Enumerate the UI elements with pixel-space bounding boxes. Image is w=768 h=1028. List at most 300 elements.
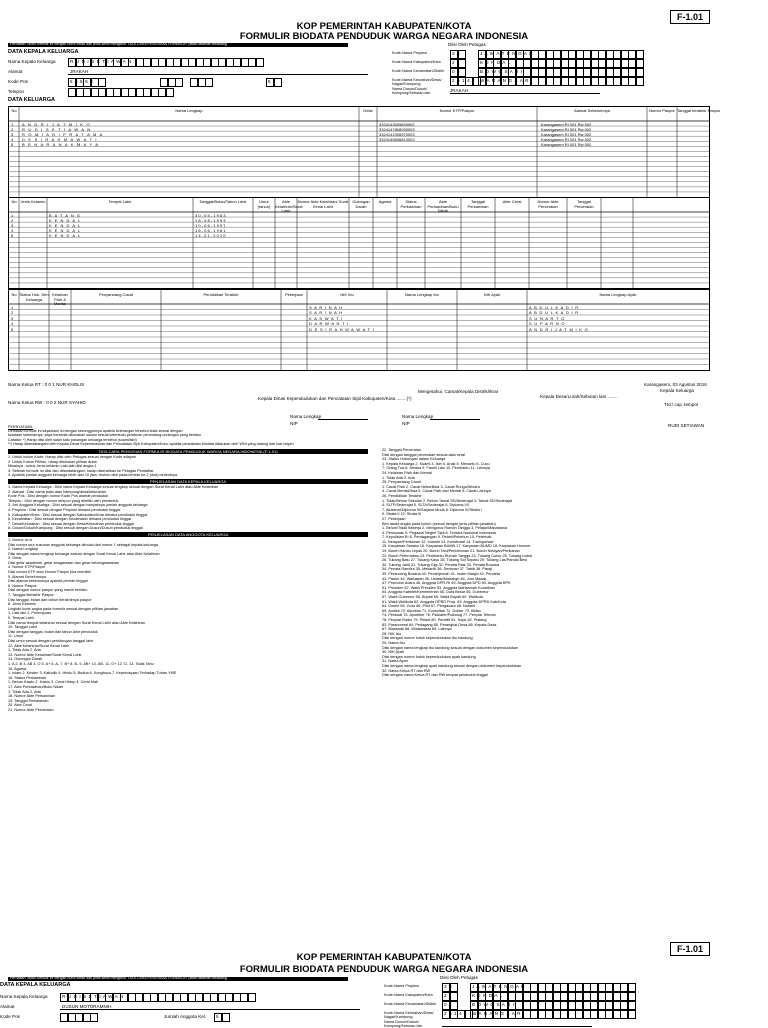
form-sheet-copy: [0, 940, 768, 1028]
region-code-boxes: [442, 1001, 457, 1010]
instr-line: 1. Untuk kolom Kode: Harap diisi oleh Petugas sesuai dengan Kode wilayah: [8, 455, 136, 459]
head-field-line: [68, 74, 368, 75]
t2-place: K E N D A L: [49, 227, 82, 233]
region-label: Kode-Nama Kabupaten/Kota: [392, 60, 441, 64]
region-label: Kode-Nama Kecamatan/Distrik: [384, 1002, 437, 1006]
jml-boxes: [266, 78, 281, 87]
instr-line: 30. Tukang Jahit 31. Tukang Gigi 32. Penata Rias 33. Penata Busana: [382, 562, 499, 567]
region-code-boxes: [442, 992, 457, 1001]
region-code-boxes: [450, 77, 480, 86]
instr-kk-header: PENJELASAN DATA KEPALA KELUARGA: [8, 479, 368, 484]
nama-lengkap-line-2: [430, 419, 480, 420]
instr-line: 19. Buruh Harian Lepas 20. Buruh Tani/Perkebunan 21. Buruh Nelayan/Perikanan: [382, 549, 520, 554]
copy-head-label: Kode Pos: [0, 1014, 20, 1019]
instr-line: 20. Akte Cerai: [8, 703, 32, 708]
t1-alamat: Karangasem RI 001 Rw 002: [541, 141, 592, 147]
instructions-left: [8, 448, 368, 712]
instr-line: 7. Orang Tua 8. Mertua 9. Famili Lain 10. Pembantu 11. Lainnya: [382, 466, 490, 471]
instr-line: 21. Nomor Akte Perceraian: [8, 707, 54, 712]
instr-line: 9. Tempat Lahir: [8, 616, 35, 620]
t2-header: Nomor Akte Kelahiran/ Surat Kenal Lahir: [297, 199, 349, 209]
place-date: Karangasem, 03 Agustus 2016: [644, 382, 707, 387]
section-head-copy: DATA KEPALA KELUARGA: [0, 982, 71, 988]
copy-head-label: Alamat: [0, 1004, 15, 1009]
region-label: Kode-Nama Kelurahan/Desa/ Nagari/Kampung: [384, 1011, 434, 1019]
t1-name: D E S I R A H M A W A T I: [22, 136, 98, 142]
head-field-label: Alamat: [8, 69, 23, 74]
form-sheet: [0, 0, 768, 446]
family-table-3: [8, 289, 710, 371]
t2-header: Tempat Lahir: [108, 199, 132, 204]
instr-line: 15. Agama: [8, 666, 27, 671]
instr-line: 11. Nelayan/Perikanan 12. Industri 13. Konstruksi 14. Transportasi: [382, 539, 494, 544]
table-grid: [9, 198, 709, 288]
nip-2: NIP: [402, 421, 410, 426]
t2-header: Akte Cerai: [502, 199, 522, 204]
copy-head-value: DUSUN MOTORAMNIH: [62, 1004, 112, 1009]
t1-ktp: 3324143005830002: [379, 121, 415, 127]
instr-line: 8. Jenis Kelamin: [8, 602, 36, 607]
instr-line: 3. Setelah formulir ini diisi dan ditandatangani, harap diserahkan ke Petugas Pendaftar: [8, 468, 154, 473]
instr-line: 1. Tidak Ada 2. Ada: [8, 648, 41, 653]
instr-line: 69. Arsitek 70. Akuntan 71. Konsultan 72. Dokter 73. Bidan: [382, 608, 481, 613]
t1-no: 3: [11, 131, 14, 137]
t2-header: Status Perkawinan: [400, 199, 422, 209]
instr-line: 1. Belum Kawin 2. Kawin 3. Cerai Hidup 4. Cerai Mati: [8, 680, 98, 685]
head-field-label: Kode Pos: [8, 79, 28, 84]
t1-name: R U D I S E T I A W A N: [22, 126, 92, 132]
statement-line: PERNYATAAN:: [8, 425, 34, 429]
t2-dob: 1 0 - 0 6 - 1 9 9 7: [195, 222, 226, 228]
region-code-boxes-value: 2 0 1 4: [444, 1011, 463, 1016]
region-name-boxes-value: J A W A T E N G A H: [472, 984, 526, 989]
copy-jml-label: Jumlah Anggota Kel.: [164, 1014, 207, 1019]
instr-line: Beri tanda angka pada kolom (sesuai dengan jenis pilihan jawaban): [382, 521, 496, 526]
char-box: [628, 983, 636, 992]
form-code: F-1.01: [670, 10, 710, 24]
region-name-boxes: [478, 50, 643, 59]
head-field-label: Nama Kepala Keluarga: [8, 59, 56, 64]
instr-line: 4. Apabila jumlah anggota keluarga lebih dari 10 jiwa, mohon diisi pada lembar ke-2 (dua) berikutnya: [8, 473, 178, 478]
instr-line: Diisi nomor urut susunan anggota keluarga dimulai dari nomor 1 sebagai kepala keluarga: [8, 542, 159, 547]
instr-line: 16. Status Perkawinan: [8, 675, 46, 680]
char-box: [628, 992, 636, 1001]
t3-header: Kelainan Fisik & Mental: [52, 292, 68, 306]
instr-line: 31. Nama Ayah: [382, 659, 408, 664]
region-name-boxes-value: B O W O S A R I: [472, 1002, 515, 1007]
region-name-boxes-value: W A R A N G S A R I: [472, 1011, 525, 1016]
instr-line: 29. Nama Ibu: [382, 640, 405, 645]
region-name-boxes-value: K E N D A L: [472, 993, 503, 998]
t2-place: K E N D A L: [49, 217, 82, 223]
instr-line: 2. Alamat : Diisi nama jalan atau kampung/desa/kelurahan: [8, 489, 106, 494]
instr-line: 1. Nama Kepala Keluarga : Diisi nama Kepala Keluarga sesuai lengkap sesuai dengan Surat Kenal Lahir atau Akte Kelahiran: [8, 484, 219, 489]
char-box: [98, 78, 106, 87]
region-name-boxes-value: K E N D A L: [480, 60, 511, 65]
section-head-kk: DATA KEPALA KELUARGA: [8, 49, 79, 55]
instr-line: 17. Akte Perkawinan/Buku Nikah: [8, 684, 64, 689]
instr-line: 87. Biarawati 88. Wiraswasta 89. Lainnya: [382, 627, 452, 632]
char-box: [636, 68, 644, 77]
instr-line: 22. Tanggal Perceraian: [382, 448, 421, 452]
instr-line: 12. Akte Kelahiran/Surat Kenal Lahir: [8, 643, 70, 648]
region-code-boxes: [450, 59, 465, 68]
t3-ayah: A B D U L K A D I R: [529, 310, 579, 315]
t1-name: R O M I A D I P R A T A M A: [22, 131, 104, 137]
head-field-boxes-value: 5 0 5 6 9: [70, 79, 94, 84]
instr-line: 1. A 2. B 3. AB 4. O 5. A+ 6. A- 7. B+ 8. B- 9. AB+ 10. AB- 11. O+ 12. O- 13. Tidak Tahu: [8, 661, 154, 666]
t2-header: Tanggal Perceraian: [574, 199, 594, 209]
instr-line: 4. SLTP/Sederajat 5. SLTA/Sederajat 6. Diploma I/II: [382, 503, 469, 508]
t1-header: Tanggal berakhir Paspor: [677, 108, 721, 113]
lurah-text: Kepala Desa/Lurah/Sebutan lain ........: [540, 394, 618, 399]
instr-line: 3. Jml Anggota Keluarga : Diisi sesuai dengan banyaknya jumlah anggota keluarga: [8, 503, 148, 508]
form-title-copy-2: FORMULIR BIODATA PENDUDUK WARGA NEGARA INDONESIA: [239, 964, 529, 975]
instr-line: 32. Nama Ketua RT dan RW: [382, 668, 431, 673]
t1-header: No: [11, 108, 17, 113]
t2-header: Agama: [378, 199, 392, 204]
notice-text: Perhatian: Isilah formulir ini dengan huruf cetak dan jelas serta mengikuti 'TATA CARA PENGISIAN FORMULIR' pada halaman belakang: [10, 42, 227, 46]
instr-line: 7. Tanggal Berakhir Paspor: [8, 593, 54, 598]
instr-line: 2. Nama Lengkap: [8, 547, 38, 552]
char-box: [274, 78, 282, 87]
nama-lengkap-1: Nama Lengkap: [290, 414, 322, 419]
copy-head-boxes: [60, 1013, 98, 1022]
instr-line: 19. Tanggal Perkawinan: [8, 698, 49, 703]
region-code-boxes-value: 2 0 1 4: [452, 78, 471, 83]
instr-line: 4. Propinsi : Diisi sesuai dengan Propinsi dimana penduduk tinggal: [8, 507, 121, 512]
t3-no: 5: [11, 326, 14, 332]
t2-dob: 1 4 - 0 1 - 2 0 1 0: [195, 232, 226, 238]
t2-header: Umur (tahun): [257, 199, 271, 209]
t1-header: Gelar: [363, 108, 373, 113]
instr-line: Diisi nomor KTP atau Nomor Paspor jika memiliki: [8, 570, 91, 575]
instr-line: 83. Paranormal 84. Pedagang 85. Perangkat Desa 86. Kepala Desa: [382, 622, 497, 627]
t1-alamat: Karangasem RI 001 Rw 002: [541, 136, 592, 142]
t2-header: Jenis Kelamin: [20, 199, 46, 204]
family-table-1: [8, 106, 721, 198]
instr-line: 14. Golongan Darah: [8, 657, 43, 662]
t1-ktp: 3324147808930003: [379, 126, 415, 132]
head-field-label: Telepon: [8, 89, 25, 94]
t3-ayah: A B D U L K A D I R: [529, 304, 579, 310]
region-name-boxes: [470, 1010, 635, 1019]
officer-label: Diisi Oleh Petugas: [448, 42, 486, 47]
t2-header: Akte Kelahiran/Surat Lahir: [275, 199, 303, 213]
region-code-boxes: [442, 1010, 472, 1019]
instr-line: 13. Nomor Akte Kelahiran/Surat Kenal Lahir: [8, 652, 82, 657]
statement-line: keadaan sebenarnya, saya bersedia dikenakan sanksi sesuai ketentuan peraturan perundang-undangan yang berlaku: [8, 433, 201, 438]
instr-line: Misalnya : untuk Jenis kelamin Laki-laki diisi angka 1: [8, 464, 97, 469]
head-field-boxes-value: R U D I S E T I A W A N: [70, 59, 132, 64]
t3-no: 3: [11, 315, 14, 321]
instr-line: 18. Nomor Akte Perkawinan: [8, 694, 56, 699]
instr-line: 15. Karyawan Swasta 16. Karyawan BUMN 17. Karyawan BUMD 18. Karyawan Honorer: [382, 544, 531, 549]
t1-ktp: 3324141006970003: [379, 131, 415, 137]
instr-line: 4. Nomor KTP/Paspor: [8, 565, 46, 570]
section-head-family: DATA KELUARGA: [8, 97, 55, 103]
t2-header: Tanggal/Bulan/Tahun Lahir: [199, 199, 247, 204]
char-box: [166, 88, 174, 97]
instr-line: Lingkari kode angka pada formulir sesuai dengan pilihan jawaban: [8, 606, 119, 611]
t1-no: 4: [11, 136, 14, 142]
form-title-copy-1: KOP PEMERINTAH KABUPATEN/KOTA: [296, 952, 472, 963]
instr-line: 8. Dusun/Dukuh/Kampung : Diisi sesuai dengan Dusun/Dukuh penduduk tinggal: [8, 526, 143, 531]
t3-ibu: D E S I R A H M A W A T I: [309, 326, 375, 332]
instr-line: 1. Tidak Ada 2. Ada: [382, 475, 415, 480]
instr-line: 7. Desa/Kelurahan : Diisi sesuai dengan Desa/Kelurahan penduduk tinggal: [8, 521, 134, 526]
region-name-boxes: [470, 1001, 635, 1010]
instr-line: Diisi umur sesuai dengan perhitungan tanggal lahir: [8, 638, 94, 643]
t3-no: 4: [11, 321, 14, 326]
instr-line: 23. Status Hubungan dalam Keluarga: [382, 457, 446, 462]
instr-line: 1. Islam 2. Kristen 3. Katholik 4. Hindu 5. Budha 6. Konghucu 7. Kepercayaan Terhadap Tuhan YME: [8, 671, 177, 676]
statement-line: **) Harap ditandatangani oleh Kepala Dinas Kependudukan dan Pencatatan Sipil Kabupaten/Kota, apabila pencatatan biodata dilakukan oleh WNI yang datang dari luar negeri: [8, 441, 294, 446]
t3-header: Penyandang Cacat: [98, 292, 134, 297]
instr-line: 3. Gelar: [8, 556, 22, 561]
instr-line: Diisi dengan nomor paspor yang masih berlaku: [8, 588, 88, 593]
region-name-boxes-value: J A W A T E N G A H: [480, 51, 534, 56]
ttd-label: Ttd / cap Jempol: [664, 402, 698, 407]
instr-line: Kode Pos : Diisi dengan nomor Kode Pos alamat penduduk: [8, 494, 109, 499]
region-code-boxes: [450, 68, 465, 77]
instr-line: Diisi dengan nama lengkap keluarga sesuai dengan Surat Kenal Lahir atau Akte Kelahiran: [8, 551, 160, 556]
jml-boxes-value: 5: [268, 79, 272, 84]
kk-label: Kepala Keluarga: [660, 388, 694, 393]
region-label: Kode-Nama Kabupaten/Kota: [384, 993, 433, 997]
instr-line: Telepon : Diisi dengan nomor telepon yang dimiliki oleh penduduk: [8, 498, 119, 503]
t1-alamat: Karangasem RI 001 Rw 002: [541, 131, 592, 137]
t3-header: NIK Ayah: [483, 292, 501, 297]
instr-line: 6. Nomor Paspor: [8, 583, 37, 588]
instr-line: Diisi alamat sebelumnya apabila pernah tinggal: [8, 579, 88, 584]
copy-head-boxes: [60, 993, 255, 1002]
copy-jml-boxes: [214, 1013, 229, 1022]
instr-line: 28. NIK Ibu: [382, 631, 401, 636]
region-label: Kode-Nama Kelurahan/Desa/ Nagari/Kampung: [392, 78, 442, 86]
t3-no: 1: [11, 304, 14, 310]
t2-dob: 1 6 - 0 6 - 1 9 8 1: [195, 227, 226, 233]
t3-ayah: S U N A R T O: [529, 315, 566, 321]
t1-ktp: 3324145606810003: [379, 136, 415, 142]
rt-line: Nama Ketua RT : 0 0 1 NUR KHOLIS: [8, 382, 85, 387]
t1-header: Nomor Paspor: [649, 108, 675, 113]
t2-header: Golongan Darah: [352, 199, 370, 209]
t2-header: Nomor Akte Perceraian: [537, 199, 559, 209]
region-code-boxes-value: 2 4: [452, 60, 461, 65]
instructions-right: [382, 448, 712, 678]
family-table-2: [8, 197, 710, 289]
char-box: [175, 78, 183, 87]
t2-header: Tanggal Perkawinan: [467, 199, 489, 209]
instr-header: TATA CARA PENGISIAN FORMULIR BIODATA PENDUDUK WARGA NEGARA INDONESIA (F-1.01): [8, 449, 368, 454]
instr-line: 1. Belum/Tidak Bekerja 2. Mengurus Rumah Tangga 3. Pelajar/Mahasiswa: [382, 526, 508, 531]
t3-header: Pekerjaan: [284, 292, 303, 297]
instr-line: 1. Cacat Fisik 2. Cacat Netra/Buta 3. Cacat Rungu/Wicara: [382, 484, 480, 489]
instr-line: 1. Tidak Ada 2. Ada: [8, 689, 41, 694]
rw-line: Nama Ketua RW : 0 0 2 NUR SYAHID: [8, 400, 86, 405]
form-title-1: KOP PEMERINTAH KABUPATEN/KOTA: [296, 21, 472, 32]
t1-header: Alamat Sebelumnya: [574, 108, 610, 113]
instr-line: 10. Tanggal Lahir: [8, 625, 38, 630]
region-code-boxes-value: 0 8: [444, 1002, 453, 1007]
notice-text-copy: Perhatian: Isilah formulir ini dengan huruf cetak dan jelas serta mengikuti 'TATA CARA PENGISIAN FORMULIR' pada halaman belakang: [10, 976, 227, 980]
instr-line: 78. Penyiar Radio 79. Pelaut 80. Peneliti 81. Sopir 82. Pialang: [382, 617, 487, 622]
instr-line: 11. Umur: [8, 634, 24, 639]
t2-no: 2: [11, 217, 14, 223]
region-label: Nama Dusun/Dukuh/ Kampung/Sebutan lain: [384, 1020, 423, 1028]
t2-dob: 1 8 - 0 8 - 1 9 9 3: [195, 217, 226, 223]
instr-line: 1. Laki-laki 2. Perempuan: [8, 611, 52, 616]
copy-head-boxes-value: R U D I S E T I A W A N: [62, 994, 124, 999]
instr-line: 4. Pensiunan 5. Pegawai Negeri Sipil 6. Tentara Nasional Indonesia: [382, 530, 496, 535]
region-name-boxes: [478, 68, 643, 77]
t1-no: 2: [11, 126, 14, 132]
instr-ak-header: PENJELASAN DATA ANGGOTA KELUARGA: [8, 532, 368, 537]
t3-ayah: A N D R I J A T M I K O: [529, 326, 589, 332]
officer-label-copy: Diisi Oleh Petugas: [440, 975, 478, 980]
char-box: [636, 77, 644, 86]
instr-line: 4. Cacat Mental/Jiwa 5. Cacat Fisik dan Mental 6. Cacat Lainnya: [382, 489, 491, 494]
instr-line: Diisi dengan nomor induk kependudukan ibu kandung: [382, 636, 473, 641]
t1-alamat: Karangasem RI 001 Rw 002: [541, 121, 592, 127]
head-field-value: JRAKAH: [70, 69, 89, 74]
instr-line: 51. Presiden 52. Wakil Presiden 53. Anggota Mahkamah Konstitusi: [382, 585, 495, 590]
t1-no: 1: [11, 121, 14, 127]
region-name-boxes-value: W A R A N G S A R I: [480, 78, 533, 83]
instr-line: 25. Penyandang Cacat: [382, 480, 421, 485]
instr-line: 74. Perawat 75. Apoteker 76. Psikiater/Psikolog 77. Penyiar Televisi: [382, 613, 496, 618]
region-name-boxes: [478, 77, 643, 86]
char-box: [636, 59, 644, 68]
instr-line: 1. Tidak/Belum Sekolah 2. Belum Tamat SD/Sederajat 3. Tamat SD/Sederajat: [382, 498, 513, 503]
nama-lengkap-2: Nama Lengkap: [402, 414, 434, 419]
t1-name: A N D R I J A T M I K O: [22, 121, 91, 127]
statement: [8, 425, 294, 446]
region-name-boxes: [470, 983, 635, 992]
instr-line: Diisi tanggal, bulan dan tahun berakhirnya paspor: [8, 597, 92, 602]
t3-no: 2: [11, 310, 14, 315]
instr-line: Diisi dengan nomor induk kependudukan ayah kandung: [382, 654, 476, 659]
instr-line: Diisi gelar akademik, gelar keagamaan dan gelar kebangsawanan: [8, 560, 120, 565]
instr-line: 64. Dosen 65. Guru 66. Pilot 67. Pengacara 68. Notaris: [382, 604, 476, 609]
t3-header: Pendidikan Terakhir: [203, 292, 239, 297]
char-box: [628, 1001, 636, 1010]
t3-header: Nama Lengkap Ibu: [405, 292, 439, 297]
instr-line: 47. Promotor Acara 48. Anggota DPR-RI 49. Anggota DPD 50. Anggota BPK: [382, 581, 511, 586]
t1-alamat: Karangasem RI 001 Rw 002: [541, 126, 592, 132]
instr-line: 6. Kecamatan : Diisi sesuai dengan Kecamatan dimana penduduk tinggal: [8, 517, 132, 522]
t2-dob: 3 0 - 0 5 - 1 9 8 3: [195, 212, 226, 218]
t3-ibu: D A R W A N T I: [309, 321, 350, 326]
rt-boxes: [160, 78, 183, 87]
char-box: [248, 993, 256, 1002]
region-name-boxes-value: B O W O S A R I: [480, 69, 523, 74]
t2-no: 5: [11, 232, 14, 238]
region-code-boxes-value: 3 3: [444, 984, 453, 989]
region-label: Kode-Nama Propinsi: [392, 51, 428, 55]
kadis-text: Kepala Dinas Kependudukan dan Pencatatan Sipil Kabupaten/Kota ........(*): [258, 396, 412, 401]
region-code-boxes-value: 3 3: [452, 51, 461, 56]
t2-place: B A T A N G: [49, 212, 81, 218]
mengetahui-text: Mengetahui, Camat/Kepala Distrik/Ikrar: [418, 389, 499, 394]
kk-signature-name: RUDI SETIAWAN: [668, 423, 705, 428]
nip-1: NIP: [290, 421, 298, 426]
region-value: JRAKAH: [450, 88, 469, 93]
t1-name: B E N A R A N A K M A Y A: [22, 141, 100, 147]
instr-line: Diisi nama tempat kelahiran sesuai dengan Surat Kenal Lahir atau Akte Kelahiran: [8, 620, 145, 625]
copy-head-line: [60, 1009, 360, 1010]
t1-no: 5: [11, 141, 14, 147]
char-box: [628, 1010, 636, 1019]
instr-line: 9. Strata II 10. Strata III: [382, 512, 422, 517]
instr-line: 22. Buruh Peternakan 23. Pembantu Rumah Tangga 24. Tukang Cukur 25. Tukang Listrik: [382, 553, 533, 558]
head-field-boxes: [68, 88, 173, 97]
head-field-boxes: [68, 58, 263, 67]
t2-place: K E N D A L: [49, 232, 82, 238]
table-grid: [9, 107, 721, 197]
t2-header: Akte Perkawinan/Buku Nikah: [427, 199, 459, 213]
char-box: [256, 58, 264, 67]
t3-header: Status Hub. Dlm Keluarga: [19, 292, 49, 302]
instr-line: 2. Untuk Kolom Pilihan, harap dituliskan pilihan anda: [8, 459, 97, 464]
char-box: [222, 1013, 230, 1022]
instr-line: 26. Pendidikan Terakhir: [382, 493, 422, 498]
instr-line: 7. Akademi/Diploma III/Sarjana Muda 8. Diploma IV/Strata I: [382, 507, 482, 512]
instr-line: Diisi dengan tanggal perceraian sesuai akta cerai: [382, 452, 465, 457]
region-code-boxes-value: 2 4: [444, 993, 453, 998]
t3-header: Nama Lengkap Ayah: [599, 292, 637, 297]
region-label: Kode-Nama Propinsi: [384, 984, 420, 988]
statement-line: Demikian formulir ini saya/kami isi dengan sesungguhnya apabila keterangan tersebut tidak sesuai dengan: [8, 429, 183, 434]
form-title-2: FORMULIR BIODATA PENDUDUK WARGA NEGARA INDONESIA: [239, 31, 529, 42]
t1-header: Nama Lengkap: [175, 108, 203, 113]
t2-no: 4: [11, 227, 14, 233]
instr-line: 30. NIK Ayah: [382, 650, 405, 655]
char-box: [205, 78, 213, 87]
instr-line: 39. Perancang Busana 40. Penterjemah 41. Imam Masjid 42. Pendeta: [382, 572, 500, 577]
form-code-copy: F-1.01: [670, 942, 710, 956]
t2-place: K E N D A L: [49, 222, 82, 228]
t2-no: 1: [11, 212, 14, 218]
instr-line: 1. Kepala Keluarga 2. Suami 3. Istri 4. Anak 5. Menantu 6. Cucu: [382, 461, 490, 466]
instr-line: 7. Kepolisian RI 8. Perdagangan 9. Petani/Pekebun 10. Peternak: [382, 535, 492, 540]
instr-line: Diisi dengan nama lengkap ibu kandung sesuai dengan dokumen kependudukan: [382, 645, 518, 650]
region-code-boxes: [450, 50, 465, 59]
t2-no: 3: [11, 222, 14, 228]
instr-line: 34. Penata Rambut 35. Mekanik 36. Seniman 37. Tabib 38. Paraji: [382, 567, 493, 572]
instr-line: 43. Pastor 44. Wartawan 45. Ustadz/Mubaligh 46. Juru Masak: [382, 576, 487, 581]
instr-line: 24. Kelainan Fisik dan Mental: [382, 470, 432, 475]
nama-lengkap-line-1: [318, 419, 368, 420]
t3-ibu: K A S W A T I: [309, 315, 344, 321]
instr-line: 5. Alamat Sebelumnya: [8, 574, 46, 579]
instr-line: 57. Wakil Gubernur 58. Bupati 59. Wakil Bupati 60. Walikota: [382, 595, 483, 599]
region-name-boxes: [478, 59, 643, 68]
copy-jml-boxes-value: 5: [216, 1014, 220, 1019]
region-code-boxes-value: 0 8: [452, 69, 461, 74]
copy-head-label: Nama Kepala Keluarga: [0, 994, 48, 999]
instr-line: 27. Pekerjaan: [382, 516, 406, 521]
instr-line: Diisi dengan tanggal, bulan dan tahun lahir penduduk: [8, 629, 98, 634]
head-field-boxes: [68, 78, 106, 87]
statement-line: Catatan: *) Harap diisi oleh salah satu pasangan keluarga tersebut (suami/istri): [8, 437, 137, 442]
region-line: [450, 93, 600, 94]
char-box: [636, 50, 644, 59]
char-box: [90, 1013, 98, 1022]
region-name-boxes: [470, 992, 635, 1001]
t3-ibu: S A R I N A H: [309, 304, 343, 310]
